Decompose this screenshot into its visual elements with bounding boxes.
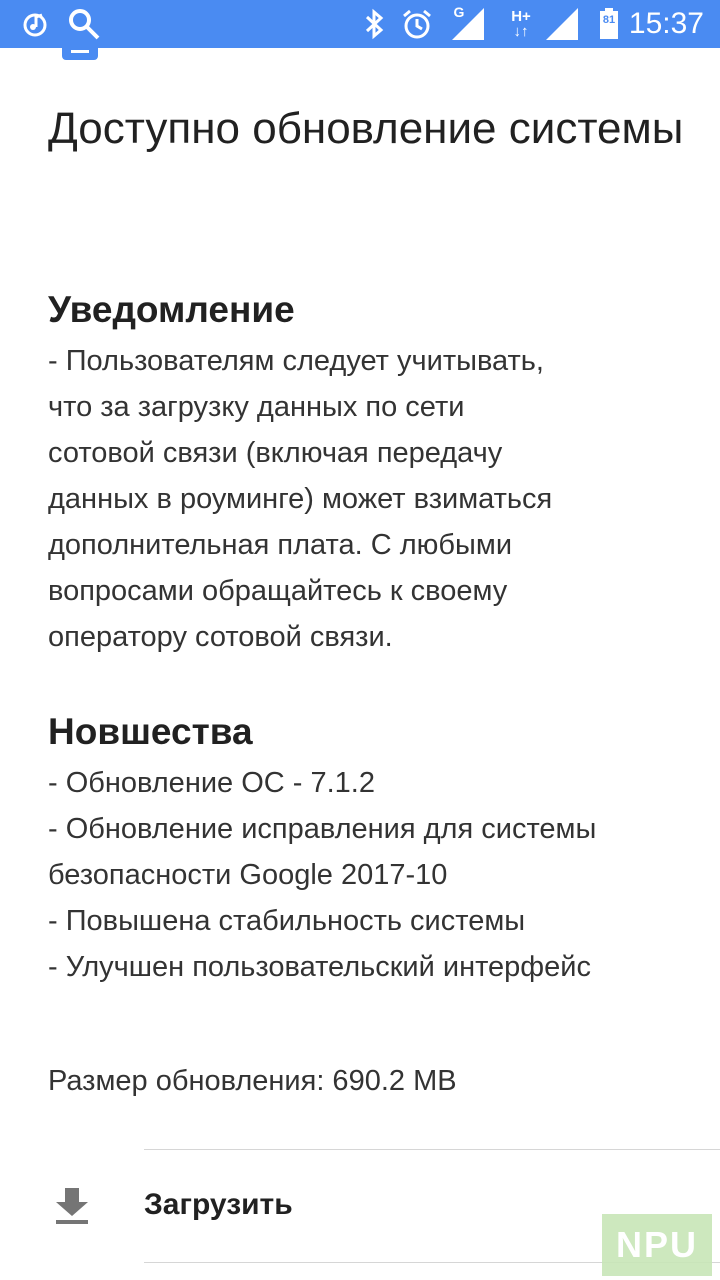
alarm-icon — [400, 0, 434, 48]
network-type-label-2: H+ — [511, 8, 531, 25]
watermark-text: NPU — [615, 1224, 698, 1265]
battery-level: 81 — [602, 14, 616, 26]
network-type-label: G — [453, 4, 465, 20]
music-note-icon — [20, 0, 50, 48]
bluetooth-icon — [360, 0, 390, 48]
notice-text: - Пользователям следует учитывать, что за загрузку данных по сети сотовой связи (включая передачу данных в роуминге) может взиматься дополнительная плата. С любыми вопросами обращайтесь к своему оператору сотовой связи. — [48, 345, 553, 653]
signal-icon-2 — [544, 0, 580, 48]
data-activity-indicator — [506, 0, 536, 48]
app-icon-tab — [62, 48, 98, 60]
watermark-logo — [602, 1214, 712, 1276]
whats-new-heading: Новшества — [48, 711, 253, 752]
page-title: Доступно обновление системы — [48, 104, 684, 153]
whats-new-text: - Обновление ОС - 7.1.2 - Обновление исправления для системы безопасности Google 2017-10 - Повышена стабильность системы - Улучшен пользовательский интерфейс — [48, 767, 597, 983]
notice-heading: Уведомление — [48, 289, 295, 330]
data-arrows-icon: ↓↑ — [513, 23, 529, 40]
download-label: Загрузить — [144, 1188, 293, 1221]
battery-icon — [598, 0, 620, 48]
update-size: Размер обновления: 690.2 MB — [48, 1065, 457, 1097]
clock: 15:37 — [628, 7, 704, 40]
download-icon — [52, 1186, 92, 1226]
search-icon[interactable] — [66, 0, 102, 48]
status-bar — [0, 0, 720, 48]
